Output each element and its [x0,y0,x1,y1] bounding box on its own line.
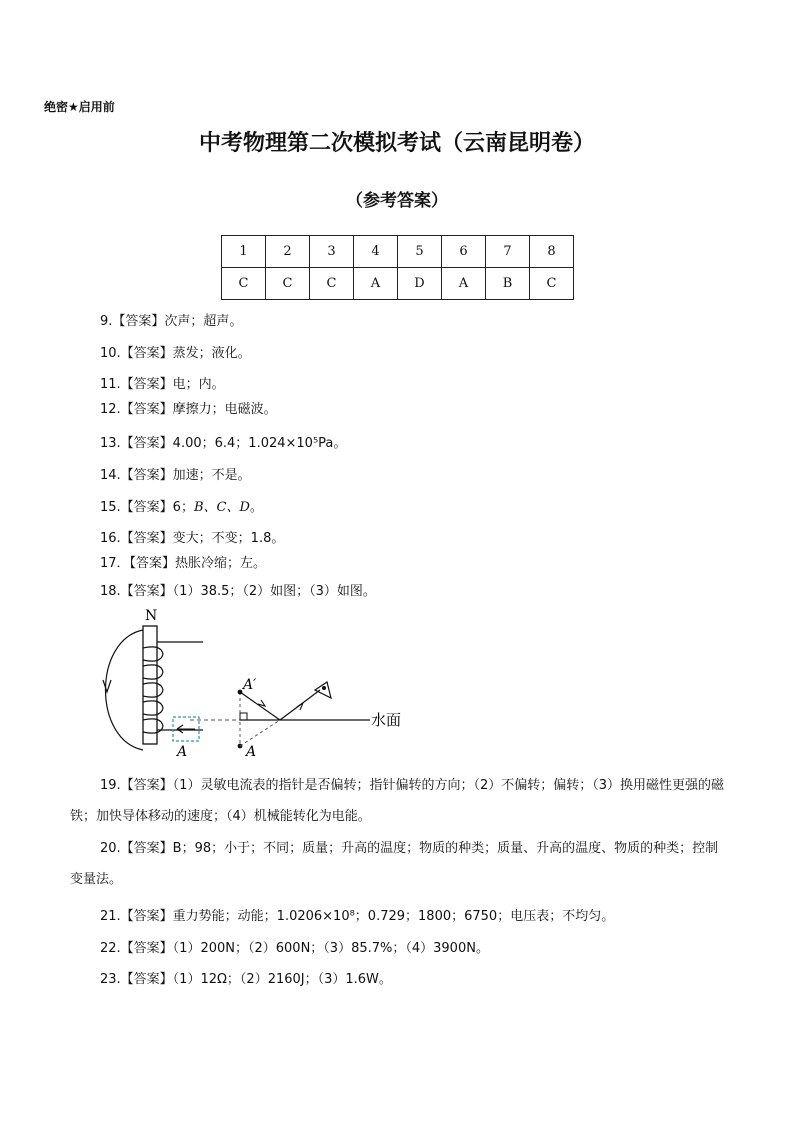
page-title: 中考物理第二次模拟考试（云南昆明卷） [198,131,595,156]
answer-q9: 9.【答案】次声；超声。 [100,314,243,329]
table-cell-answer: B [486,268,530,300]
incident-ray [240,692,280,720]
reflection-diagram [190,677,401,760]
answer-q13: 13.【答案】4.00；6.4；1.024×10⁵Pa。 [100,436,347,451]
north-pole-label: N [145,608,158,624]
point-a-label: A [177,744,188,760]
point-a-image-label: A [246,744,257,760]
table-cell-number: 4 [354,236,398,268]
point-a-prime-label: A′ [243,677,257,693]
water-surface-label: 水面 [371,711,402,729]
secret-label: 绝密★启用前 [44,100,115,114]
answer-q15-points: B、C、D [193,500,250,515]
table-cell-answer: A [354,268,398,300]
answer-q18: 18.【答案】（1）38.5；（2）如图；（3）如图。 [100,584,376,599]
answer-table-answer-row [222,268,574,300]
table-cell-answer: A [442,268,486,300]
eye-icon [315,682,331,698]
table-cell-number: 1 [222,236,266,268]
answer-q23: 23.【答案】（1）12Ω；（2）2160J；（3）1.6W。 [100,972,392,987]
answer-q17: 17．【答案】热胀冷缩；左。 [100,556,267,571]
table-cell-number: 3 [310,236,354,268]
table-cell-answer: C [222,268,266,300]
electromagnet-diagram [103,608,203,760]
answer-q19: 19.【答案】（1）灵敏电流表的指针是否偏转；指针偏转的方向；（2）不偏转；偏转；（3）换用磁性更强的磁铁；加快导体移动的速度；（4）机械能转化为电能。 [70,778,724,824]
answer-q10: 10.【答案】蒸发；液化。 [100,346,251,361]
answer-q21: 21.【答案】重力势能；动能；1.0206×10⁸；0.729；1800；6750；电压表；不均匀。 [100,909,615,924]
compass-needle-icon [177,725,195,733]
answer-figure [95,600,425,765]
reflected-arrow-icon [297,703,303,710]
answer-q11: 11.【答案】电；内。 [100,377,225,392]
answer-table-number-row [222,236,574,268]
answer-q14: 14.【答案】加速；不是。 [100,468,251,483]
page-subtitle: （参考答案） [346,191,448,211]
iron-core [143,626,157,744]
virtual-ray [240,720,280,746]
magnetic-field-line [106,630,144,750]
table-cell-answer: C [266,268,310,300]
answer-q12: 12.【答案】摩擦力；电磁波。 [100,402,277,417]
table-cell-number: 7 [486,236,530,268]
table-cell-answer: C [310,268,354,300]
table-cell-number: 5 [398,236,442,268]
table-cell-number: 6 [442,236,486,268]
field-arrow-icon [103,680,111,692]
table-cell-number: 8 [530,236,574,268]
table-cell-answer: C [530,268,574,300]
table-cell-answer: D [398,268,442,300]
eye-pupil-icon [322,686,326,690]
answer-q15 [100,496,263,515]
answer-q15-prefix: 15.【答案】6； [100,500,194,515]
answer-q20: 20.【答案】B；98；小于；不同；质量；升高的温度；物质的种类；质量、升高的温度、物质的种类；控制变量法。 [70,841,719,887]
answer-table [221,235,574,300]
right-angle-mark [240,713,247,720]
answer-q22: 22.【答案】（1）200N；（2）600N；（3）85.7%；（4）3900N。 [100,941,489,956]
table-cell-number: 2 [266,236,310,268]
answer-q15-suffix: 。 [249,500,263,515]
answer-q16: 16.【答案】变大；不变；1.8。 [100,531,285,546]
